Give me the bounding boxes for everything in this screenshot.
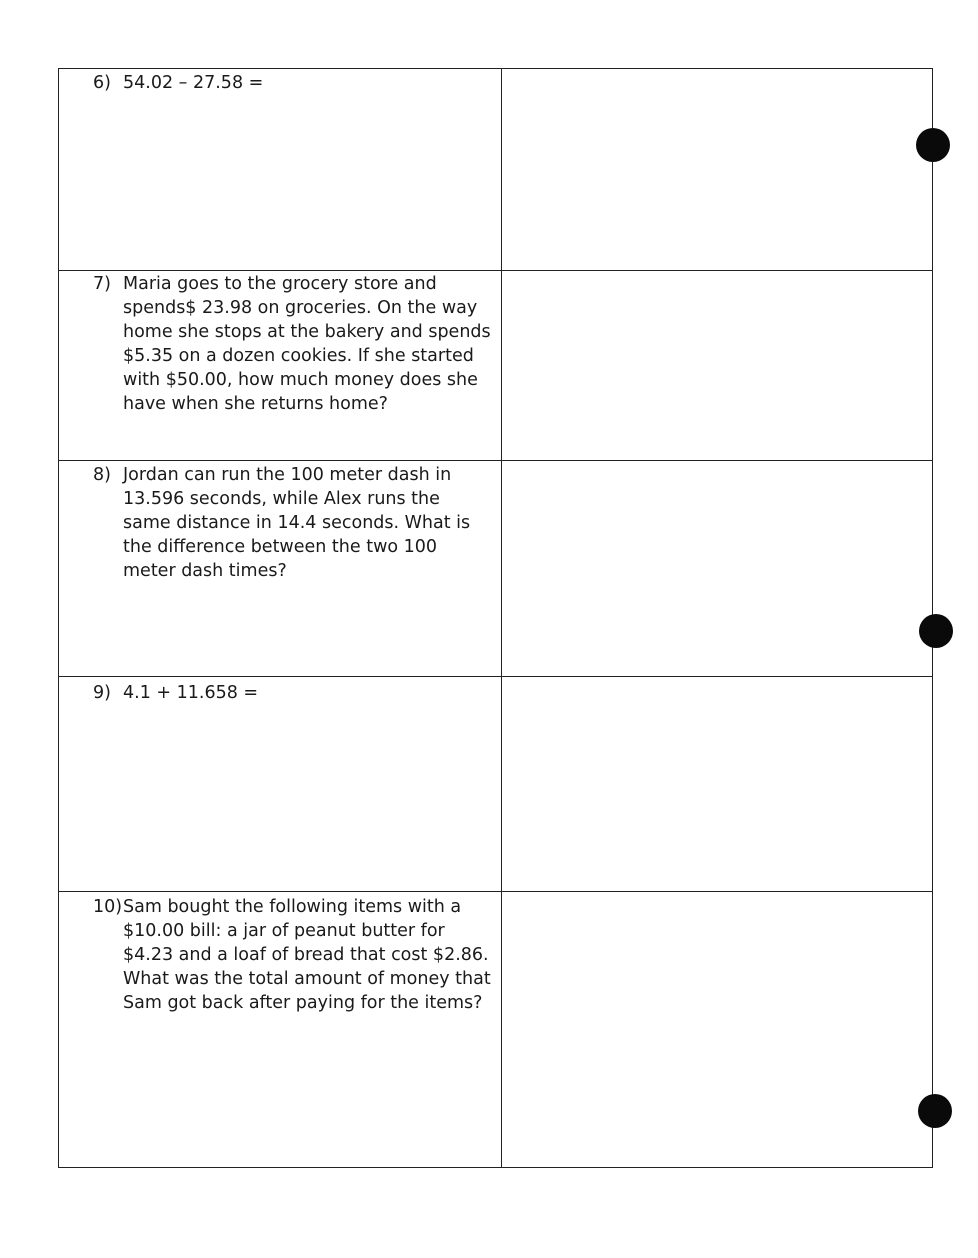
question-number: 10) [93,897,123,917]
question-7 [93,272,493,416]
question-number: 9) [93,683,111,703]
question-text: Maria goes to the grocery store and spends$ 23.98 on groceries. On the way home she stops at the bakery and spends $5.35 on a dozen cookies. If she started with $50.00, how much money does she have when she returns home? [123,274,491,414]
question-9 [93,681,493,705]
question-text: Jordan can run the 100 meter dash in 13.596 seconds, while Alex runs the same distance in 14.4 seconds. What is the difference between the two 100 meter dash times? [123,465,471,581]
row-divider [59,891,932,892]
question-text: 54.02 – 27.58 = [123,73,264,93]
question-number: 8) [93,465,111,485]
question-6 [93,71,493,95]
question-text: Sam bought the following items with a $10.00 bill: a jar of peanut butter for $4.23 and a loaf of bread that cost $2.86. What was the total amount of money that Sam got back after paying for the items? [123,897,491,1013]
binder-hole-top [916,128,950,162]
question-text: 4.1 + 11.658 = [123,683,259,703]
row-divider [59,270,932,271]
question-number: 7) [93,274,111,294]
question-8 [93,463,493,583]
binder-hole-middle [919,614,953,648]
question-number: 6) [93,73,111,93]
worksheet-table [58,68,933,1168]
binder-hole-bottom [918,1094,952,1128]
question-10 [93,895,493,1015]
column-divider [501,69,502,1167]
row-divider [59,460,932,461]
row-divider [59,676,932,677]
